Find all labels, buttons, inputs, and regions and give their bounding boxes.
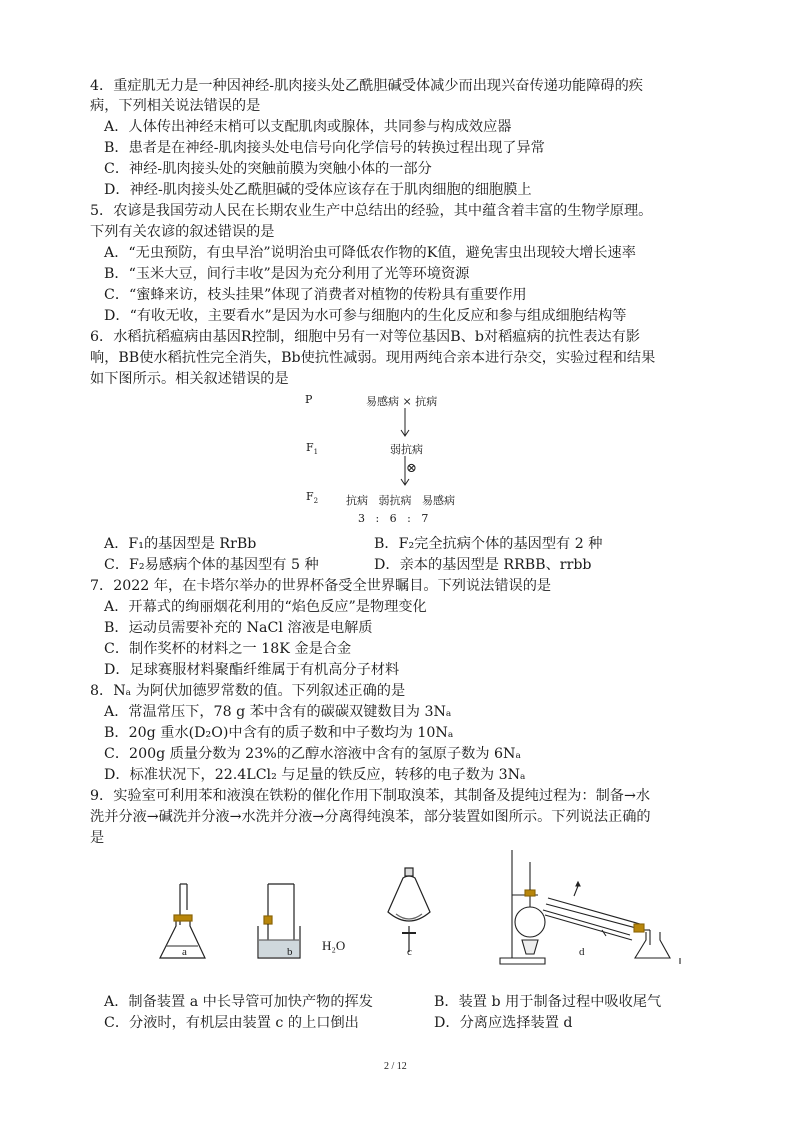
q5-option-a: A．“无虫预防，有虫早治”说明治虫可降低农作物的K值，避免害虫出现较大增长速率 [104, 245, 636, 261]
q6-option-b: B．F₂完全抗病个体的基因型有 2 种 [374, 536, 603, 552]
q9-stem-line3: 是 [90, 830, 105, 846]
q7-option-c: C．制作奖杯的材料之一 18K 金是合金 [104, 641, 352, 657]
q5-option-b: B．“玉米大豆，间行丰收”是因为充分利用了光等环境资源 [104, 266, 470, 282]
q7-option-b: B．运动员需要补充的 NaCl 溶液是电解质 [104, 620, 373, 636]
q8-stem: 8．Nₐ 为阿伏加德罗常数的值。下列叙述正确的是 [90, 683, 406, 699]
f2-label-subscript: 2 [313, 497, 319, 506]
q9-option-d: D．分离应选择装置 d [434, 1015, 573, 1031]
f1-generation-label [306, 441, 318, 456]
q5-stem-line2: 下列有关农谚的叙述错误的是 [90, 224, 275, 240]
apparatus-b-beaker [258, 884, 300, 958]
label-d: d [579, 946, 585, 958]
q5-option-d: D．“有收无收，主要看水”是因为水可参与细胞内的生化反应和参与组成细胞结构等 [104, 308, 627, 324]
q8-option-d: D．标准状况下，22.4LCl₂ 与足量的铁反应，转移的电子数为 3Nₐ [104, 767, 526, 783]
cross-arrows [395, 408, 415, 498]
lab-apparatus-figure [150, 840, 710, 970]
f2-generation-label [306, 490, 318, 505]
label-c: c [407, 946, 412, 958]
f1-label-letter: F [306, 441, 314, 454]
f2-label-letter: F [306, 490, 314, 503]
q9-stem-line1: 9．实验室可利用苯和液溴在铁粉的催化作用下制取溴苯，其制备及提纯过程为：制备→水 [90, 788, 651, 804]
q6-stem-line3: 如下图所示。相关叙述错误的是 [90, 371, 289, 387]
apparatus-d-distillation [500, 850, 680, 964]
selfing-symbol: ⊗ [406, 461, 417, 476]
q5-option-c: C．“蜜蜂来访，枝头挂果”体现了消费者对植物的传粉具有重要作用 [104, 287, 527, 303]
q9-option-c: C．分液时，有机层由装置 c 的上口倒出 [104, 1015, 359, 1031]
f2-phenotypes: 抗病 弱抗病 易感病 [346, 494, 455, 507]
f2-ratio: 3 : 6 : 7 [358, 512, 429, 525]
q5-stem-line1: 5．农谚是我国劳动人民在长期农业生产中总结出的经验，其中蕴含着丰富的生物学原理。 [90, 203, 653, 219]
label-b: b [287, 946, 293, 958]
q4-option-a: A．人体传出神经末梢可以支配肌肉或腺体，共同参与构成效应器 [104, 119, 512, 135]
q6-option-c: C．F₂易感病个体的基因型有 5 种 [104, 557, 319, 573]
q4-stem-line2: 病，下列相关说法错误的是 [90, 98, 261, 114]
q7-option-a: A．开幕式的绚丽烟花利用的“焰色反应”是物理变化 [104, 599, 427, 615]
q9-option-b: B．装置 b 用于制备过程中吸收尾气 [434, 994, 662, 1010]
q7-option-d: D．足球赛服材料聚酯纤维属于有机高分子材料 [104, 662, 400, 678]
q6-stem-line1: 6．水稻抗稻瘟病由基因R控制，细胞中另有一对等位基因B、b对稻瘟病的抗性表达有影 [90, 329, 640, 345]
q8-option-a: A．常温常压下，78 g 苯中含有的碳碳双键数目为 3Nₐ [104, 704, 452, 720]
f1-label-subscript: 1 [313, 448, 319, 457]
f1-phenotype: 弱抗病 [390, 443, 423, 456]
q4-option-d: D．神经-肌肉接头处乙酰胆碱的受体应该存在于肌肉细胞的细胞膜上 [104, 182, 532, 198]
q6-option-a: A．F₁的基因型是 RrBb [104, 536, 257, 552]
page-number: 2 / 12 [384, 1061, 407, 1072]
p-generation-label: P [305, 393, 313, 406]
q8-option-c: C．200g 质量分数为 23%的乙醇水溶液中含有的氢原子数为 6Nₐ [104, 746, 521, 762]
q4-option-b: B．患者是在神经-肌肉接头处电信号向化学信号的转换过程出现了异常 [104, 140, 545, 156]
q9-option-a: A．制备装置 a 中长导管可加快产物的挥发 [104, 994, 373, 1010]
label-h2o: H₂O [322, 938, 346, 953]
label-a: a [182, 946, 187, 958]
parent-cross: 易感病 × 抗病 [366, 395, 438, 408]
q6-stem-line2: 响，BB使水稻抗性完全消失，Bb使抗性减弱。现用两纯合亲本进行杂交，实验过程和结果 [90, 350, 656, 366]
q7-stem: 7．2022 年，在卡塔尔举办的世界杯备受全世界瞩目。下列说法错误的是 [90, 578, 552, 594]
q9-stem-line2: 洗并分液→碱洗并分液→水洗并分液→分离得纯溴苯，部分装置如图所示。下列说法正确的 [90, 809, 651, 825]
q4-stem-line1: 4．重症肌无力是一种因神经-肌肉接头处乙酰胆碱受体减少而出现兴奋传递功能障碍的疾 [90, 78, 643, 94]
apparatus-c-separatory-funnel [388, 868, 430, 952]
q8-option-b: B．20g 重水(D₂O)中含有的质子数和中子数均为 10Nₐ [104, 725, 454, 741]
q6-option-d: D．亲本的基因型是 RRBB、rrbb [374, 557, 592, 573]
q4-option-c: C．神经-肌肉接头处的突触前膜为突触小体的一部分 [104, 161, 432, 177]
